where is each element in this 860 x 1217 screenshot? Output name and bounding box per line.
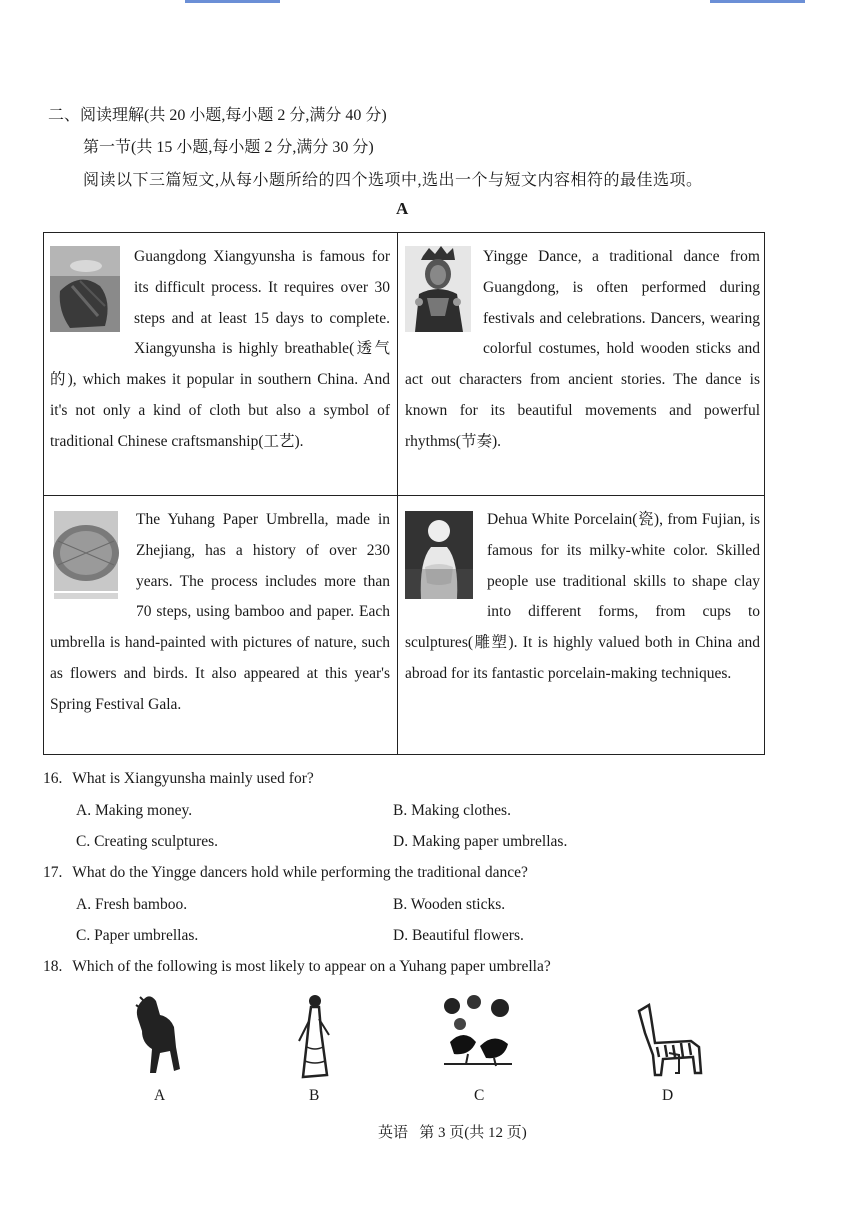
xiangyunsha-photo xyxy=(50,246,120,344)
question-number: 18. xyxy=(43,958,63,975)
passage-cell-yingge-dance xyxy=(405,242,760,458)
yingge-dancer-photo xyxy=(405,246,471,344)
table-divider-horizontal xyxy=(44,495,764,496)
option-17-a[interactable]: A. Fresh bamboo. xyxy=(76,896,188,913)
paper-umbrella-photo xyxy=(50,511,122,613)
passage-letter: A xyxy=(396,199,409,218)
passage-table xyxy=(43,232,765,755)
picture-option-c-label: C xyxy=(474,1087,485,1104)
option-16-c[interactable]: C. Creating sculptures. xyxy=(76,833,219,850)
option-17-b[interactable]: B. Wooden sticks. xyxy=(393,896,506,913)
scan-mark-right xyxy=(710,0,805,3)
question-text: Which of the following is most likely to appear on a Yuhang paper umbrella? xyxy=(72,958,551,975)
question-number: 16. xyxy=(43,770,63,787)
passage-cell-yuhang-umbrella xyxy=(50,505,390,721)
option-16-d[interactable]: D. Making paper umbrellas. xyxy=(393,833,568,850)
page-footer: 英语 第 3 页(共 12 页) xyxy=(378,1125,527,1141)
question-17 xyxy=(43,864,528,882)
horse-icon xyxy=(130,993,186,1079)
passage-text: Yingge Dance, a traditional dance from Guangdong, is often performed during festivals and celebrations. Dancers, wearing colorful costumes, hold wooden sticks and act out characters from ancient stories. The dance is known for its beautiful movements and powerful rhythms(节奏). xyxy=(405,248,760,450)
picture-option-a-label: A xyxy=(154,1087,166,1104)
passage-cell-dehua-porcelain xyxy=(405,505,760,690)
part-title: 第一节(共 15 小题,每小题 2 分,满分 30 分) xyxy=(83,139,374,156)
picture-option-c[interactable] xyxy=(438,994,518,1081)
option-16-a[interactable]: A. Making money. xyxy=(76,802,193,819)
lady-figure-icon xyxy=(293,991,333,1081)
option-16-b[interactable]: B. Making clothes. xyxy=(393,802,511,819)
instructions: 阅读以下三篇短文,从每小题所给的四个选项中,选出一个与短文内容相符的最佳选项。 xyxy=(83,172,703,189)
passage-cell-xiangyunsha xyxy=(50,242,390,458)
table-divider-vertical xyxy=(397,233,398,754)
question-16 xyxy=(43,770,314,788)
option-17-d[interactable]: D. Beautiful flowers. xyxy=(393,927,524,944)
picture-option-d-label: D xyxy=(662,1087,674,1104)
passage-text: The Yuhang Paper Umbrella, made in Zhejiang, has a history of over 230 years. The process includes more than 70 steps, using bamboo and paper. Each umbrella is hand-painted with pictures of nature, such as flowers and birds. It also appeared at this year's Spring Festival Gala. xyxy=(50,511,390,713)
question-text: What is Xiangyunsha mainly used for? xyxy=(72,770,314,787)
passage-text: Dehua White Porcelain(瓷), from Fujian, is famous for its milky-white color. Skilled people use traditional skills to shape clay into different forms, from cups to sculptures(雕塑). It is highly valued both in China and abroad for its fantastic porcelain-making techniques. xyxy=(405,511,760,682)
question-18 xyxy=(43,958,551,976)
section-title: 二、阅读理解(共 20 小题,每小题 2 分,满分 40 分) xyxy=(48,107,387,124)
passage-text: Guangdong Xiangyunsha is famous for its difficult process. It requires over 30 steps and at least 15 days to complete. Xiangyunsha is highly breathable(透气的), which makes it popular in southern China. And it's not only a kind of cloth but also a symbol of traditional Chinese craftsmanship(工艺). xyxy=(50,248,390,450)
scan-mark-left xyxy=(185,0,280,3)
picture-option-b[interactable] xyxy=(293,991,333,1086)
question-text: What do the Yingge dancers hold while performing the traditional dance? xyxy=(72,864,528,881)
picture-option-d[interactable] xyxy=(635,1003,707,1082)
birds-flowers-icon xyxy=(438,994,518,1076)
zebra-icon xyxy=(635,1003,707,1077)
option-17-c[interactable]: C. Paper umbrellas. xyxy=(76,927,199,944)
picture-option-b-label: B xyxy=(309,1087,320,1104)
picture-option-a[interactable] xyxy=(130,993,186,1084)
porcelain-figure-photo xyxy=(405,511,473,611)
question-number: 17. xyxy=(43,864,63,881)
